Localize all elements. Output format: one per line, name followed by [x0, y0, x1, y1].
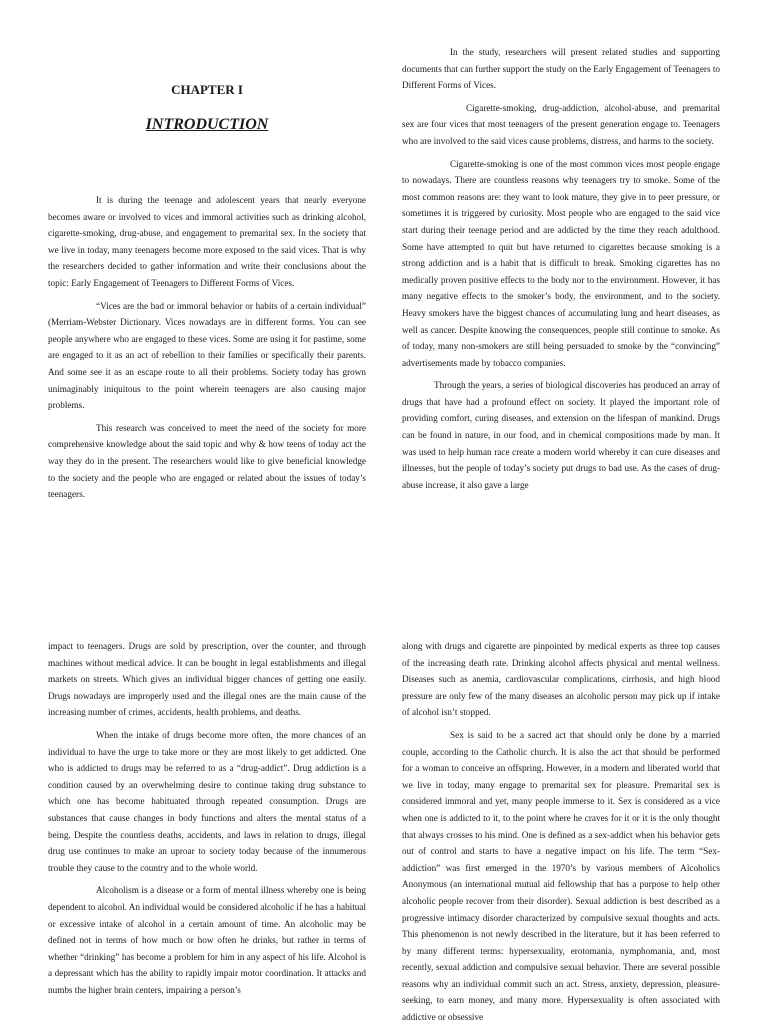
paragraph: along with drugs and cigarette are pinpointed by medical experts as three top causes of the increasing death rate. Drinking alcohol affects physical and mental wellness. Diseases such as anemia, cardiovascular complications, cirrhosis, and high blood pressure are only few of the many diseases an alcoholic person may pick up if intake of alcohol isn’t stopped.	[402, 641, 720, 718]
paragraph: Sex is said to be a sacred act that should only be done by a married couple, according to the Catholic church. It is also the act that should be performed for a woman to conceive an offspring. However, in a modern and liberated world that we live in today, many engage to premarital sex for pleasure. Premarital sex is considered immoral and yet, many people immerse to it. Sex is considered as a vice when one is addicted to it, to the point where he craves for it or it is the only thought that always crosses to his mind. One is defined as a sex-addict when his behavior gets out of control and starts to have a negative impact on his life. The term “Sex-addiction” was first emerged in the 1970’s by various members of Alcoholics Anonymous (an international mutual aid fellowship that has a purpose to help other alcoholic people recover from their disorder). Sexual addiction is best described as a progressive intimacy disorder characterized by compulsive sexual thoughts and acts. This phenomenon is not newly described in the literature, but it has been referred to by many different terms: hypersexuality, erotomania, nymphomania, and, most recently, sexual addiction and compulsive sexual behavior. There are several possible reasons why an individual commit such an act. Stress, anxiety, depression, pleasure-seeking, to earn money, and many more. Hypersexuality is often associated with addictive or obsessive	[402, 729, 720, 1023]
paragraph: impact to teenagers. Drugs are sold by prescription, over the counter, and through machines without medical advice. It can be bought in legal establishments and illegal markets on streets. Which gives an individual bigger chances of getting one easily. Drugs nowadays are improperly used and the illegal ones are the main cause of the increasing number of crimes, accidents, health problems, and deaths.	[48, 641, 366, 718]
chapter-heading	[48, 0, 366, 134]
paragraph: In the study, researchers will present related studies and supporting documents that can further support the study on the Early Engagement of Teenagers to Different Forms of Vices.	[402, 47, 720, 91]
page-1-right-column	[402, 44, 720, 499]
page-2-left-column	[48, 638, 366, 1004]
paragraph: Cigarette-smoking, drug-addiction, alcohol-abuse, and premarital sex are four vices that most teenagers of the present generation engage to. Teenagers who are involved to the said vices cause problems, distress, and harms to the society.	[402, 102, 720, 146]
paragraph: When the intake of drugs become more often, the more chances of an individual to have the urge to take more or they are most likely to get addicted. One who is addicted to drugs may be referred to as a “drug-addict”. Drug addiction is a condition caused by an overwhelming desire to continue taking drug substance to which one has become habituated through repeated consumption. Drugs are substances that cause changes in body functions and alters the mental status of a being. Despite the countless deaths, accidents, and laws in relation to drugs, illegal drug use continues to make an uproar to society today because of the innumerous trouble they cause to the country and to the whole world.	[48, 729, 366, 873]
page-2-right-column	[402, 638, 720, 1032]
document-page-1	[0, 0, 768, 512]
document-page-2	[0, 624, 768, 1024]
chapter-title: INTRODUCTION	[145, 116, 269, 133]
page-1-left-column	[48, 192, 366, 509]
paragraph: Alcoholism is a disease or a form of mental illness whereby one is being dependent to alcohol. An individual would be considered alcoholic if he has a habitual or excessive intake of alcohol in a certain amount of time. An alcoholic may be defined not in terms of how much or how often he drinks, but rather in terms of whether “drinking” has become a problem for him in any aspect of his life. Alcohol is a depressant which has the ability to rapidly impair motor coordination. It attacks and numbs the higher brain centers, impairing a person’s	[48, 885, 366, 995]
paragraph: It is during the teenage and adolescent years that nearly everyone becomes aware or involved to vices and immoral activities such as drinking alcohol, cigarette-smoking, drug-abuse, and engagement to premarital sex. In the society that we live in today, many teenagers become more exposed to the said vices. That is why the researchers decided to gather information and write their conclusions about the topic: Early Engagement of Teenagers to Different Forms of Vices.	[48, 195, 366, 288]
paragraph: “Vices are the bad or immoral behavior or habits of a certain individual” (Merriam-Webster Dictionary. Vices nowadays are in different forms. You can see people anywhere who are engaged to these vices. Some are using it for pastime, some are engaged to it as an act of rebellion to their families or specifically their parents. And some see it as an escape route to all their problems. Society today has grown unimaginably iniquitous to the point wherein teenagers are also causing major problems.	[48, 300, 366, 411]
paragraph: Cigarette-smoking is one of the most common vices most people engage to nowadays. There are countless reasons why teenagers try to smoke. Some of the most common reasons are: they want to look mature, they give in to peer pressure, or sometimes it is triggered by curiosity. Most people who are engaged to the said vice start during their teenage period and are addicted by the time they reach adulthood. Some have attempted to quit but have returned to cigarettes because smoking is a strong addiction and is a habit that is difficult to break. Smoking cigarettes has no medically proven positive effects to the body nor to the environment. However, it has many negative effects to the smoker’s body, the environment, and to the society. Heavy smokers have the biggest chances of accumulating lung and heart diseases, as well as cancer. Despite knowing the consequences, people still continue to smoke. As of today, many non-smokers are still being persuaded to smoke by the “convincing” advertisements made by tobacco companies.	[402, 158, 720, 368]
paragraph: This research was conceived to meet the need of the society for more comprehensive knowledge about the said topic and why & how teens of today act the way they do in the present. The researchers would like to give beneficial knowledge to the society and the people who are engaged or related about the issues of today’s teenagers.	[48, 422, 366, 500]
paragraph: Through the years, a series of biological discoveries has produced an array of drugs that have had a profound effect on society. It played the important role of providing comfort, curing diseases, and extension on the lifespan of mankind. Drugs can be found in nature, in our food, and in chemical compositions made by man. It was used to help human race create a modern world whereby it can cure diseases and illnesses, but the people of today’s society put drugs to bad use. As the cases of drug-abuse increase, it also gave a large	[402, 380, 720, 490]
chapter-label: CHAPTER I	[171, 82, 243, 97]
